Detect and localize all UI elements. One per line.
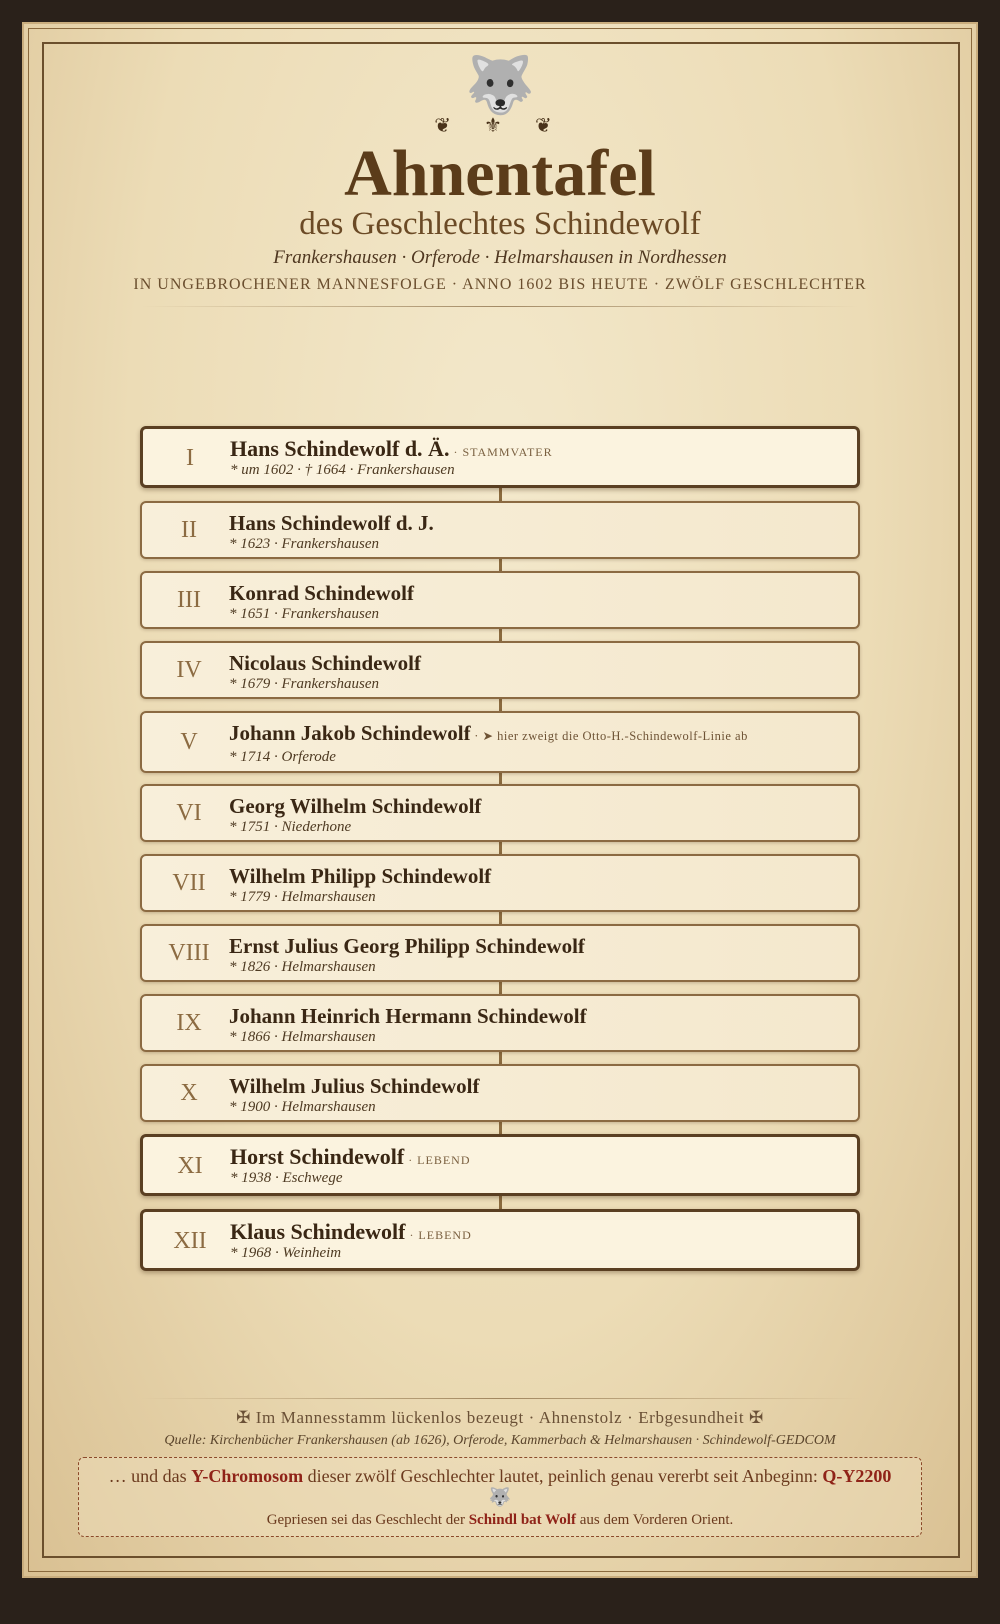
ancestor-name-line (229, 864, 491, 891)
y-foot-before: Gepriesen sei das Geschlecht der (266, 1512, 469, 1528)
ancestor-name: Ernst Julius Georg Philipp Schindewolf (229, 934, 585, 958)
header-divider (140, 306, 860, 307)
ancestor-name-line (229, 511, 434, 538)
generation-row (140, 854, 860, 912)
generation-row (140, 994, 860, 1052)
generation-row (140, 711, 860, 773)
life-dates: * 1751 · Niederhone (229, 819, 352, 835)
generation-row (140, 1209, 860, 1271)
ancestor-tag: · STAMMVATER (449, 445, 553, 459)
life-dates: * 1679 · Frankershausen (229, 676, 379, 692)
generation-row (140, 924, 860, 982)
places-line: Frankershausen · Orferode · Helmarshausen in Nordhessen (273, 247, 727, 268)
ancestor-name-line (229, 934, 585, 961)
lineage-caption: IN UNGEBROCHENER MANNESFOLGE · ANNO 1602 BIS HEUTE · ZWÖLF GESCHLECHTER (133, 276, 867, 293)
ancestor-name: Wilhelm Julius Schindewolf (229, 1074, 480, 1098)
life-dates: * 1714 · Orferode (229, 749, 336, 765)
ancestor-name-line (230, 437, 553, 464)
generation-row (140, 641, 860, 699)
ancestor-name-line (230, 1145, 471, 1172)
footer-divider (140, 1398, 860, 1399)
life-dates: * 1900 · Helmarshausen (229, 1099, 376, 1115)
y-footer-line (79, 1510, 921, 1530)
haplogroup-value: Q-Y2200 (822, 1466, 892, 1486)
life-dates: * 1938 · Eschwege (230, 1170, 343, 1186)
ancestor-name: Georg Wilhelm Schindewolf (229, 794, 482, 818)
life-dates: * 1866 · Helmarshausen (229, 1029, 376, 1045)
y-text-before: … und das (108, 1466, 192, 1486)
generation-numeral: IV (176, 657, 202, 683)
generation-numeral: IX (176, 1010, 202, 1036)
ancestor-name-line (229, 794, 481, 821)
life-dates: * 1651 · Frankershausen (229, 606, 379, 622)
life-dates: * 1779 · Helmarshausen (229, 889, 376, 905)
ancestor-name-line (229, 1074, 480, 1101)
y-foot-bold: Schindl bat Wolf (468, 1512, 576, 1528)
ancestor-name-line (230, 1220, 472, 1247)
life-dates: * 1968 · Weinheim (230, 1245, 342, 1261)
generation-row (140, 1064, 860, 1122)
y-foot-after: aus dem Vorderen Orient. (575, 1512, 734, 1528)
fleuron-ornament: ❦ ⚜ ❦ (434, 115, 566, 137)
page-subtitle: des Geschlechtes Schindewolf (299, 206, 701, 242)
page-title: Ahnentafel (344, 137, 656, 210)
branch-note: · ➤ hier zweigt die Otto-H.-Schindewolf-Linie ab (470, 729, 748, 743)
generation-numeral: V (180, 729, 198, 755)
generation-row (140, 501, 860, 559)
ancestor-name: Konrad Schindewolf (229, 581, 414, 605)
ancestor-name-line (229, 1004, 587, 1031)
ancestor-name-line (229, 581, 414, 608)
generation-numeral: III (177, 587, 201, 613)
generation-numeral: X (180, 1080, 198, 1106)
y-text-middle: dieser zwölf Geschlechter lautet, peinlich genau vererbt seit Anbeginn: (303, 1466, 823, 1486)
ancestor-name: Hans Schindewolf d. Ä. (230, 436, 450, 461)
ancestor-name: Johann Heinrich Hermann Schindewolf (229, 1004, 587, 1028)
generation-numeral: VI (176, 800, 202, 826)
life-dates: * 1623 · Frankershausen (229, 536, 379, 552)
ancestor-name: Nicolaus Schindewolf (229, 651, 421, 675)
ancestor-name: Klaus Schindewolf (230, 1219, 406, 1244)
y-chromosome-line (79, 1464, 921, 1488)
ancestor-name: Wilhelm Philipp Schindewolf (229, 864, 492, 888)
generation-row (140, 571, 860, 629)
ancestor-name: Horst Schindewolf (230, 1144, 405, 1169)
generation-row (140, 784, 860, 842)
wolf-small-icon: 🐺 (488, 1487, 512, 1507)
generation-numeral: XII (173, 1228, 207, 1254)
generation-numeral: VIII (168, 940, 210, 966)
footer-motto: ✠ Im Mannesstamm lückenlos bezeugt · Ahnenstolz · Erbgesundheit ✠ (236, 1408, 764, 1427)
generation-row (140, 426, 860, 488)
ancestor-tag: · LEBEND (405, 1228, 472, 1242)
y-chromosome-box (78, 1457, 922, 1537)
generation-numeral: VII (172, 870, 206, 896)
ancestor-name: Hans Schindewolf d. J. (229, 511, 434, 535)
generation-numeral: XI (177, 1153, 203, 1179)
life-dates: * um 1602 · † 1664 · Frankershausen (230, 462, 455, 478)
ancestor-name-line (229, 721, 748, 748)
life-dates: * 1826 · Helmarshausen (229, 959, 376, 975)
ancestor-name-line (229, 651, 421, 678)
generation-numeral: I (186, 445, 194, 471)
generation-row (140, 1134, 860, 1196)
y-chromosome-label: Y-Chromosom (191, 1466, 304, 1486)
wolf-icon: 🐺 (465, 55, 535, 117)
generation-numeral: II (181, 517, 197, 543)
ancestor-tag: · LEBEND (404, 1153, 471, 1167)
ancestor-name: Johann Jakob Schindewolf (229, 721, 471, 745)
source-note: Quelle: Kirchenbücher Frankershausen (ab 1626), Orferode, Kammerbach & Helmarshausen · Schindewolf-GEDCOM (164, 1433, 836, 1448)
